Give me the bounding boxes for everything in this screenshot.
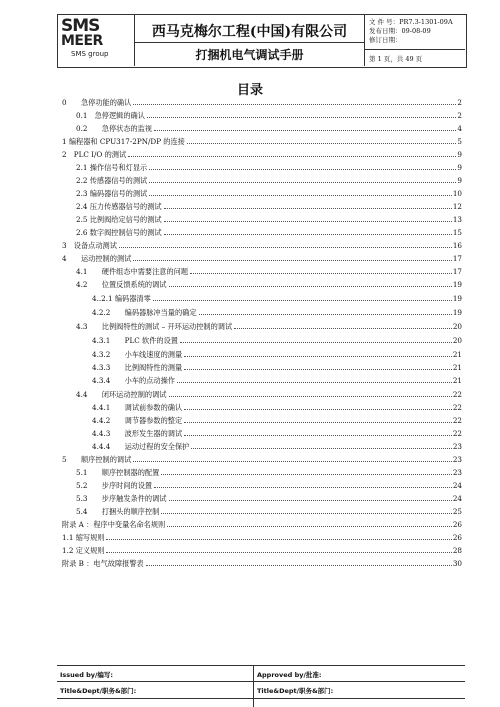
meta-divider [365,49,465,50]
toc-entry[interactable]: 0.1 急停逻辑的确认 2 [76,111,462,120]
toc-entry[interactable]: 1.2 定义规则 28 [62,546,462,555]
footer-middle-border [57,681,465,682]
logo-sub: MEER [61,33,103,49]
toc-entry[interactable]: 0 急停功能的确认 2 [62,98,462,107]
header-divider [135,42,365,43]
toc-entry[interactable]: 附录 A ：程序中变量名命名规则 26 [62,520,462,529]
toc-entry[interactable]: 5.4 打捆头的顺序控制 25 [76,507,462,516]
footer-top-border [57,665,465,666]
logo-group: SMS group [71,50,109,58]
toc-entry[interactable]: 4.3.3 比例阀特性的测量 21 [92,363,462,372]
toc-entry[interactable]: 4.4 闭环运动控制的调试 22 [76,390,462,399]
toc-entry[interactable]: 2.1 操作信号和灯显示 9 [76,163,462,172]
toc-entry[interactable]: 5 顺序控制的调试 23 [62,455,462,464]
toc-entry[interactable]: 4.3.2 小车线速度的测量 21 [92,350,462,359]
page-info: 第 1 页，共 49 页 [369,55,423,63]
company-name: 西马克梅尔工程(中国)有限公司 [151,24,348,40]
toc-entry[interactable]: 1.1 缩写规则 26 [62,533,462,542]
toc-entry[interactable]: 4.2.2 编码器脉冲当量的确定 19 [92,308,462,317]
issue-date: 发布日期：09-08-09 [369,27,431,35]
toc-entry[interactable]: 4.3.4 小车的点动操作 21 [92,376,462,385]
revision-date: 修订日期： [369,36,402,44]
toc-entry[interactable]: 4.4.1 调试前参数的确认 22 [92,403,462,412]
toc-entry[interactable]: 4.4.3 波形发生器的调试 22 [92,429,462,438]
toc-title: 目录 [236,83,263,98]
title-dept-left-label: Title&Dept/职务&部门: [60,687,137,695]
issued-by-label: Issued by/编写: [60,671,113,679]
header-title-cell [135,14,365,66]
toc-entry[interactable]: 5.2 步序时间的设置 24 [76,481,462,490]
toc-entry[interactable]: 2.5 比例阀给定信号的测试 13 [76,215,462,224]
toc-entry[interactable]: 4.4.4 运动过程的安全保护 23 [92,442,462,451]
logo-brand: SMS [61,16,100,36]
toc-entry[interactable]: 1 编程器和 CPU317-2PN/DP 的连接 5 [62,137,462,146]
toc-entry[interactable]: 附录 B ：电气故障报警表 30 [62,559,462,568]
toc-entry[interactable]: 4.2 位置反馈系统的调试 19 [76,280,462,289]
doc-number: 文 件 号：PR7.3-1301-09A [369,18,453,26]
toc-entry[interactable]: 2.6 数字阀控制信号的测试 15 [76,228,462,237]
toc-entry[interactable]: 5.1 顺序控制器的配置 23 [76,468,462,477]
footer-divider [253,665,254,707]
title-dept-right-label: Title&Dept/职务&部门: [257,687,334,695]
footer-bottom-border [57,698,465,699]
toc-entry[interactable]: 2.4 压力传感器信号的测试 12 [76,202,462,211]
toc-entry[interactable]: 0.2 急停状态的监视 4 [76,124,462,133]
toc-entry[interactable]: 4.3.1 PLC 软件的设置 20 [92,336,462,345]
toc-entry[interactable]: 4.3 比例阀特性的测试 – 开环运动控制的调试 20 [76,322,462,331]
toc-entry[interactable]: 5.3 步序触发条件的调试 24 [76,494,462,503]
company-logo [57,14,135,66]
toc-entry[interactable]: 4..2.1 编码器清零 19 [92,294,462,303]
toc-entry[interactable]: 4 运动控制的测试 17 [62,254,462,263]
toc-entry[interactable]: 3 设备点动测试 16 [62,241,462,250]
toc-entry[interactable]: 2 PLC I/O 的测试 9 [62,150,462,159]
toc-entry[interactable]: 2.3 编码器信号的测试 10 [76,189,462,198]
approved-by-label: Approved by/批准: [257,671,322,679]
toc-entry[interactable]: 2.2 传感器信号的测试 9 [76,176,462,185]
toc-entry[interactable]: 4.4.2 调节器参数的整定 22 [92,416,462,425]
manual-title: 打捆机电气调试手册 [195,48,304,62]
toc-entry[interactable]: 4.1 硬件组态中需要注意的问题 17 [76,267,462,276]
